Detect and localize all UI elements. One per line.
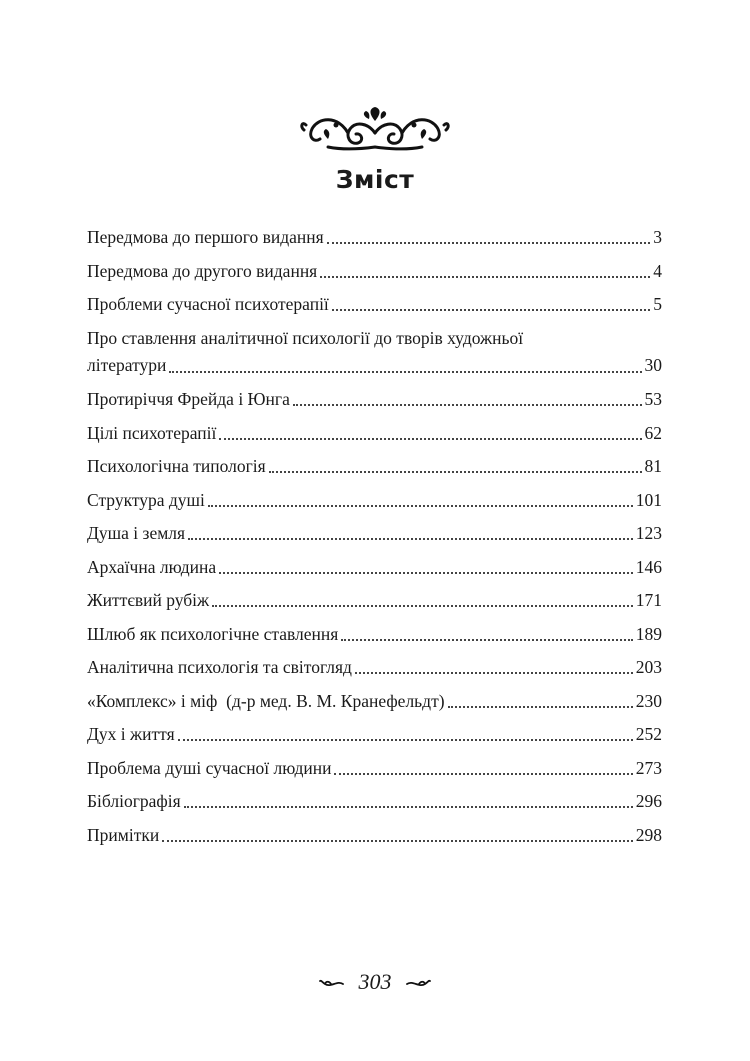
toc-entry-title: Аналітична психологія та світогляд [87, 657, 352, 677]
toc-entry-title: Дух і життя [87, 724, 175, 744]
toc-entry-title: Душа і земля [87, 523, 186, 543]
toc-leader-dots [208, 505, 633, 507]
toc-entry[interactable] [87, 788, 662, 814]
toc-leader-dots [293, 404, 642, 406]
toc-leader-dots [355, 672, 633, 674]
toc-leader-dots [448, 706, 633, 708]
left-flourish-icon [319, 978, 345, 990]
toc-leader-dots [327, 242, 651, 244]
toc-entry-title: Психологічна типологія [87, 456, 266, 476]
toc-entry-page: 5 [653, 294, 662, 314]
toc-entry-page: 30 [644, 354, 662, 375]
toc-entry-title: Проблема душі сучасної людини [87, 757, 332, 778]
toc-entry[interactable] [87, 654, 662, 680]
toc-entry[interactable] [87, 520, 662, 546]
toc-leader-dots [341, 639, 632, 641]
toc-leader-dots [334, 773, 632, 775]
toc-entry[interactable] [87, 587, 662, 613]
toc-leader-dots [184, 806, 633, 808]
toc-entry-title: Життєвий рубіж [87, 590, 210, 610]
toc-entry[interactable] [87, 755, 662, 781]
toc-entry[interactable] [87, 487, 662, 513]
page-footer [0, 969, 750, 995]
toc-leader-dots [162, 840, 633, 842]
toc-leader-dots [188, 538, 633, 540]
toc-entry[interactable] [87, 822, 662, 848]
toc-leader-dots [320, 276, 650, 278]
toc-entry-page: 62 [644, 422, 662, 443]
page-number: 303 [358, 969, 392, 994]
floral-ornament-icon [298, 103, 452, 157]
toc-entry-title: Цілі психотерапії [87, 422, 217, 443]
toc-leader-dots [212, 605, 633, 607]
toc-leader-dots [178, 739, 633, 741]
toc-entry-title: Примітки [87, 824, 160, 845]
toc-entry-page: 230 [635, 690, 662, 711]
toc-entry[interactable] [87, 224, 662, 250]
toc-entry[interactable] [87, 453, 662, 479]
toc-entry[interactable] [87, 688, 662, 714]
toc-entry-page: 296 [635, 791, 662, 811]
toc-entry-page: 81 [644, 456, 662, 476]
toc-entry-title: Передмова до першого видання [87, 227, 324, 247]
toc-entry[interactable] [87, 721, 662, 747]
toc-entry-title: «Комплекс» і міф (д-р мед. В. М. Кранефельдт) [87, 690, 445, 711]
toc-entry-page: 273 [635, 757, 662, 778]
toc-entry-page: 53 [644, 389, 662, 409]
toc-entry[interactable] [87, 258, 662, 284]
toc-entry[interactable] [87, 291, 662, 317]
toc-entry-title: Бібліографія [87, 791, 181, 811]
toc-entry-page: 123 [635, 523, 662, 543]
table-of-contents [87, 224, 662, 855]
toc-entry-page: 203 [635, 657, 662, 677]
toc-entry-page: 101 [635, 489, 662, 510]
toc-entry-title: Архаїчна людина [87, 556, 217, 577]
toc-entry-page: 252 [635, 724, 662, 744]
toc-leader-dots [332, 309, 650, 311]
toc-entry-page: 189 [635, 623, 662, 644]
page-title: Зміст [335, 165, 415, 194]
toc-entry[interactable] [87, 386, 662, 412]
toc-entry-title: Проблеми сучасної психотерапії [87, 294, 329, 314]
toc-entry-title-line1: Про ставлення аналітичної психології до творів художньої [87, 327, 524, 348]
toc-entry[interactable] [87, 325, 662, 379]
toc-entry-page: 146 [635, 556, 662, 577]
toc-entry[interactable] [87, 420, 662, 446]
toc-entry[interactable] [87, 621, 662, 647]
toc-leader-dots [219, 438, 641, 440]
toc-entry-page: 171 [635, 590, 662, 610]
toc-entry-title: Шлюб як психологічне ставлення [87, 623, 339, 644]
toc-entry-page: 3 [653, 227, 662, 247]
toc-entry-title: Структура душі [87, 489, 205, 510]
toc-leader-dots [269, 471, 642, 473]
toc-entry-page: 298 [635, 824, 662, 845]
toc-leader-dots [169, 371, 641, 373]
toc-entry[interactable] [87, 554, 662, 580]
toc-entry-page: 4 [653, 260, 662, 281]
toc-leader-dots [219, 572, 633, 574]
toc-entry-title: Передмова до другого видання [87, 260, 318, 281]
toc-entry-title-line2: літератури [87, 354, 167, 375]
right-flourish-icon [405, 978, 431, 990]
toc-entry-title: Протиріччя Фрейда і Юнга [87, 389, 290, 409]
